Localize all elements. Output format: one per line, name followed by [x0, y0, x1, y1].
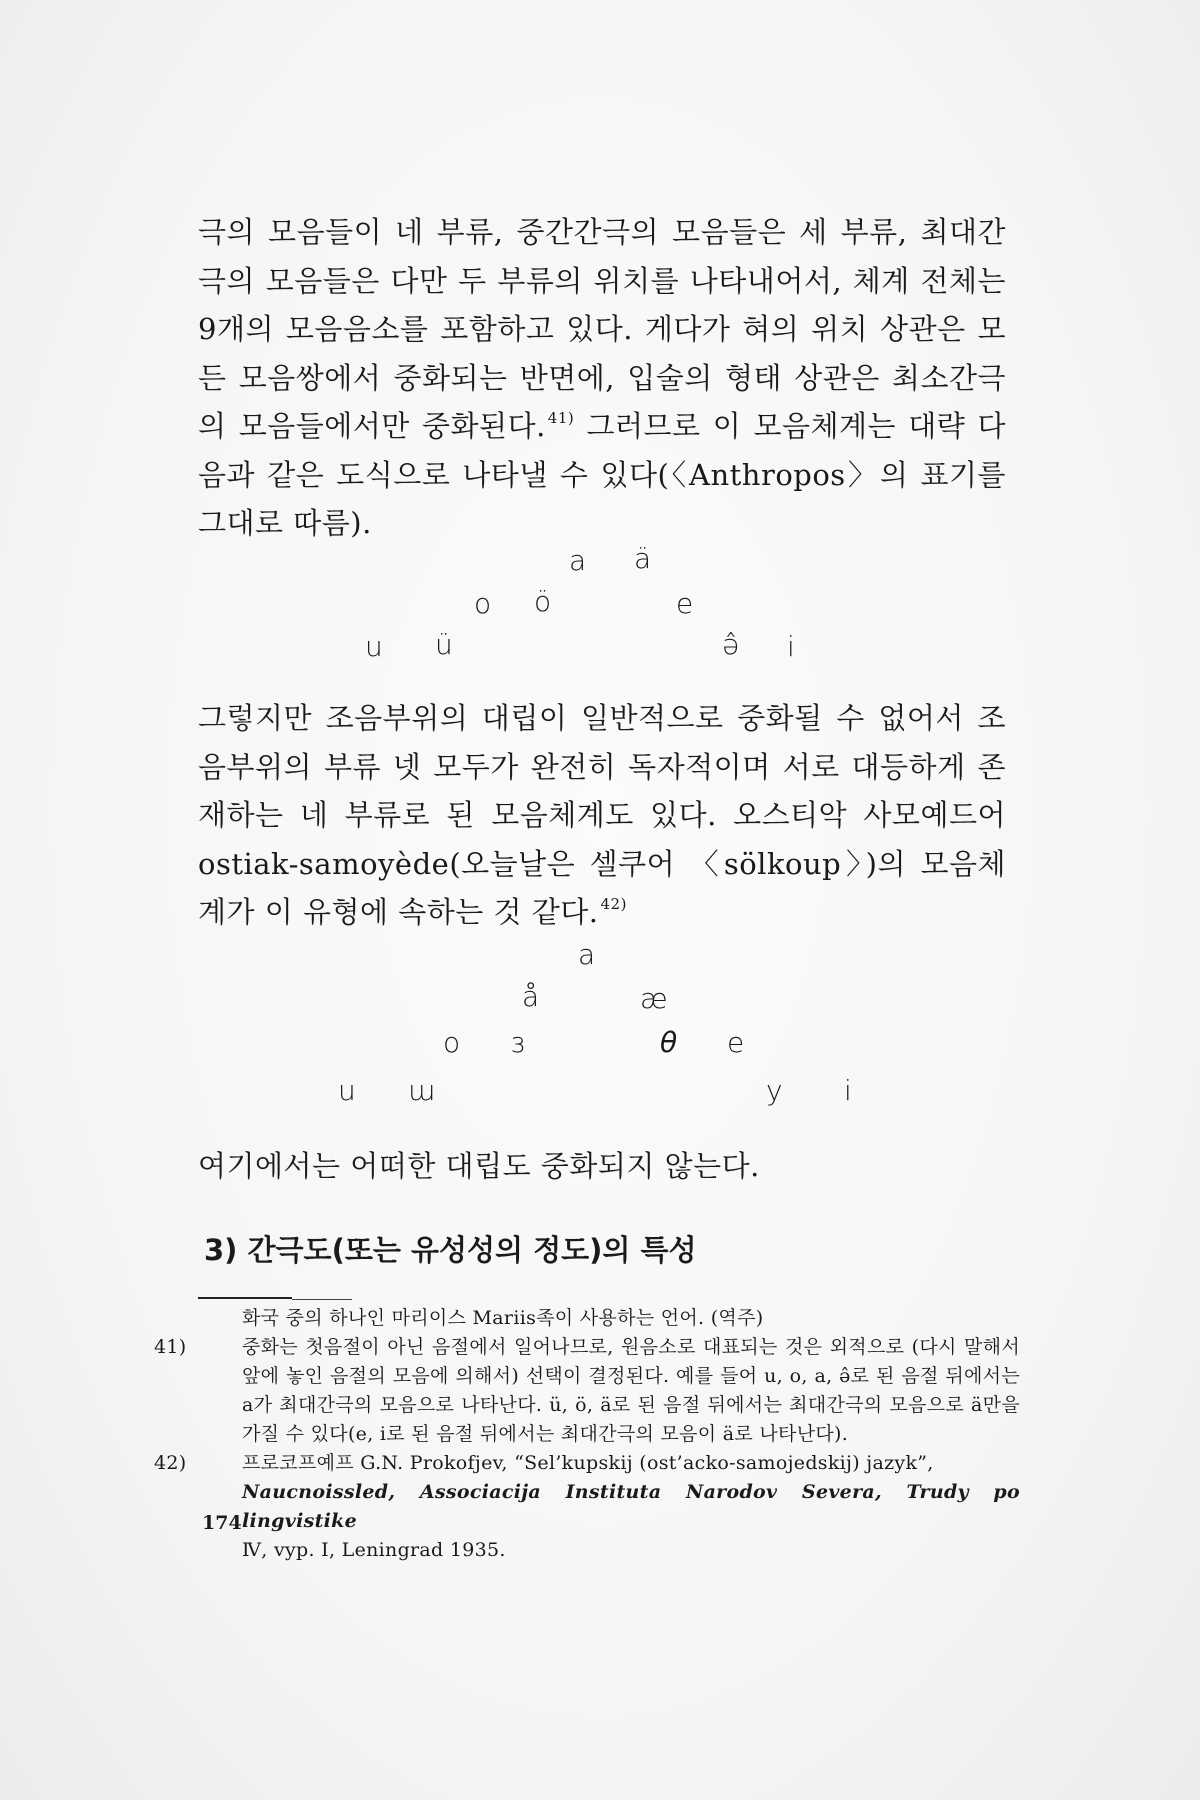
page-number: 174: [202, 1512, 242, 1534]
vowel: u: [338, 1074, 356, 1107]
footnote-41-number: 41): [154, 1336, 187, 1358]
vowel: u: [365, 630, 383, 663]
vowel: å: [522, 980, 540, 1013]
footnote-42-end: Ⅳ, vyp. Ⅰ, Leningrad 1935.: [242, 1539, 506, 1561]
vowel: y: [766, 1074, 783, 1107]
vowel: ɯ: [408, 1074, 436, 1107]
footnote-42-italic: Naucnoissled, Associacija Instituta Narodov Severa, Trudy po lingvistike: [242, 1481, 1020, 1532]
vowel: ö: [534, 585, 552, 618]
vowel: i: [787, 630, 795, 663]
paragraph-1-text: 극의 모음들이 네 부류, 중간간극의 모음들은 세 부류, 최대간극의 모음들은 다만 두 부류의 위치를 나타내어서, 체계 전체는 9개의 모음음소를 포함하고 있다. 게다가 혀의 위치 상관은 모든 모음쌍에서 중화되는 반면에, 입술의 형태 상관은 최소간극의 모음들에서만 중화된다.: [198, 215, 1006, 443]
footnote-42-number: 42): [154, 1452, 187, 1474]
vowel: o: [474, 587, 492, 620]
vowel: ə̂: [722, 628, 740, 661]
vowel: a: [569, 544, 587, 577]
paragraph-1: [198, 208, 1006, 548]
footnote-ref-41: 41): [547, 409, 575, 427]
vowel: æ: [640, 982, 668, 1015]
vowel: a: [578, 938, 596, 971]
vowel: з: [510, 1026, 526, 1059]
footnote-ref-42: 42): [600, 895, 627, 913]
footnote-41-text: 중화는 첫음절이 아닌 음절에서 일어나므로, 원음소로 대표되는 것은 외적으로 (다시 말해서 앞에 놓인 음절의 모음에 의해서) 선택이 결정된다. 예를 들어 u, o, a, ə̂로 된 음절 뒤에서는 a가 최대간극의 모음으로 나타난다. ü, ö, ä로 된 음절 뒤에서는 최대간극의 모음으로 ä만을 가질 수 있다(e, i로 된 음절 뒤에서는 최대간극의 모음이 ä로 나타난다).: [242, 1336, 1020, 1445]
paragraph-1-text-after: 그러므로 이 모음체계는 대략 다음과 같은 도식으로 나타낼 수 있다(〈Anthropos〉의 표기를 그대로 따름).: [198, 409, 1006, 540]
footnote-42-text: 프로코프예프 G.N. Prokofjev, “Sel’kupskij (ost’acko-samojedskij) jazyk”,: [242, 1452, 934, 1474]
translator-note: 화국 중의 하나인 마리이스 Mariis족이 사용하는 언어. (역주): [242, 1307, 764, 1329]
vowel: ä: [634, 542, 652, 575]
vowel: i: [844, 1074, 852, 1107]
vowel: θ: [660, 1026, 678, 1059]
footnote-rule-thin: [292, 1299, 352, 1300]
vowel: e: [727, 1026, 745, 1059]
vowel: o: [443, 1026, 461, 1059]
footnote-42: [154, 1449, 1020, 1478]
footnotes: [154, 1304, 1020, 1565]
paragraph-2: [198, 694, 1006, 937]
footnote-41: [154, 1333, 1020, 1449]
vowel: e: [676, 587, 694, 620]
footnote-rule: [198, 1297, 292, 1299]
section-heading: 3) 간극도(또는 유성성의 정도)의 특성: [204, 1233, 697, 1267]
paragraph-3: [198, 1142, 1006, 1191]
paragraph-3-text: 여기에서는 어떠한 대립도 중화되지 않는다.: [198, 1149, 760, 1183]
paragraph-2-text: 그렇지만 조음부위의 대립이 일반적으로 중화될 수 없어서 조음부위의 부류 넷 모두가 완전히 독자적이며 서로 대등하게 존재하는 네 부류로 된 모음체계도 있다. 오스티악 사모예드어 ostiak-samoyède(오늘날은 셀쿠어 〈sölkoup〉)의 모음체계가 이 유형에 속하는 것 같다.: [198, 701, 1006, 929]
vowel: ü: [435, 628, 453, 661]
